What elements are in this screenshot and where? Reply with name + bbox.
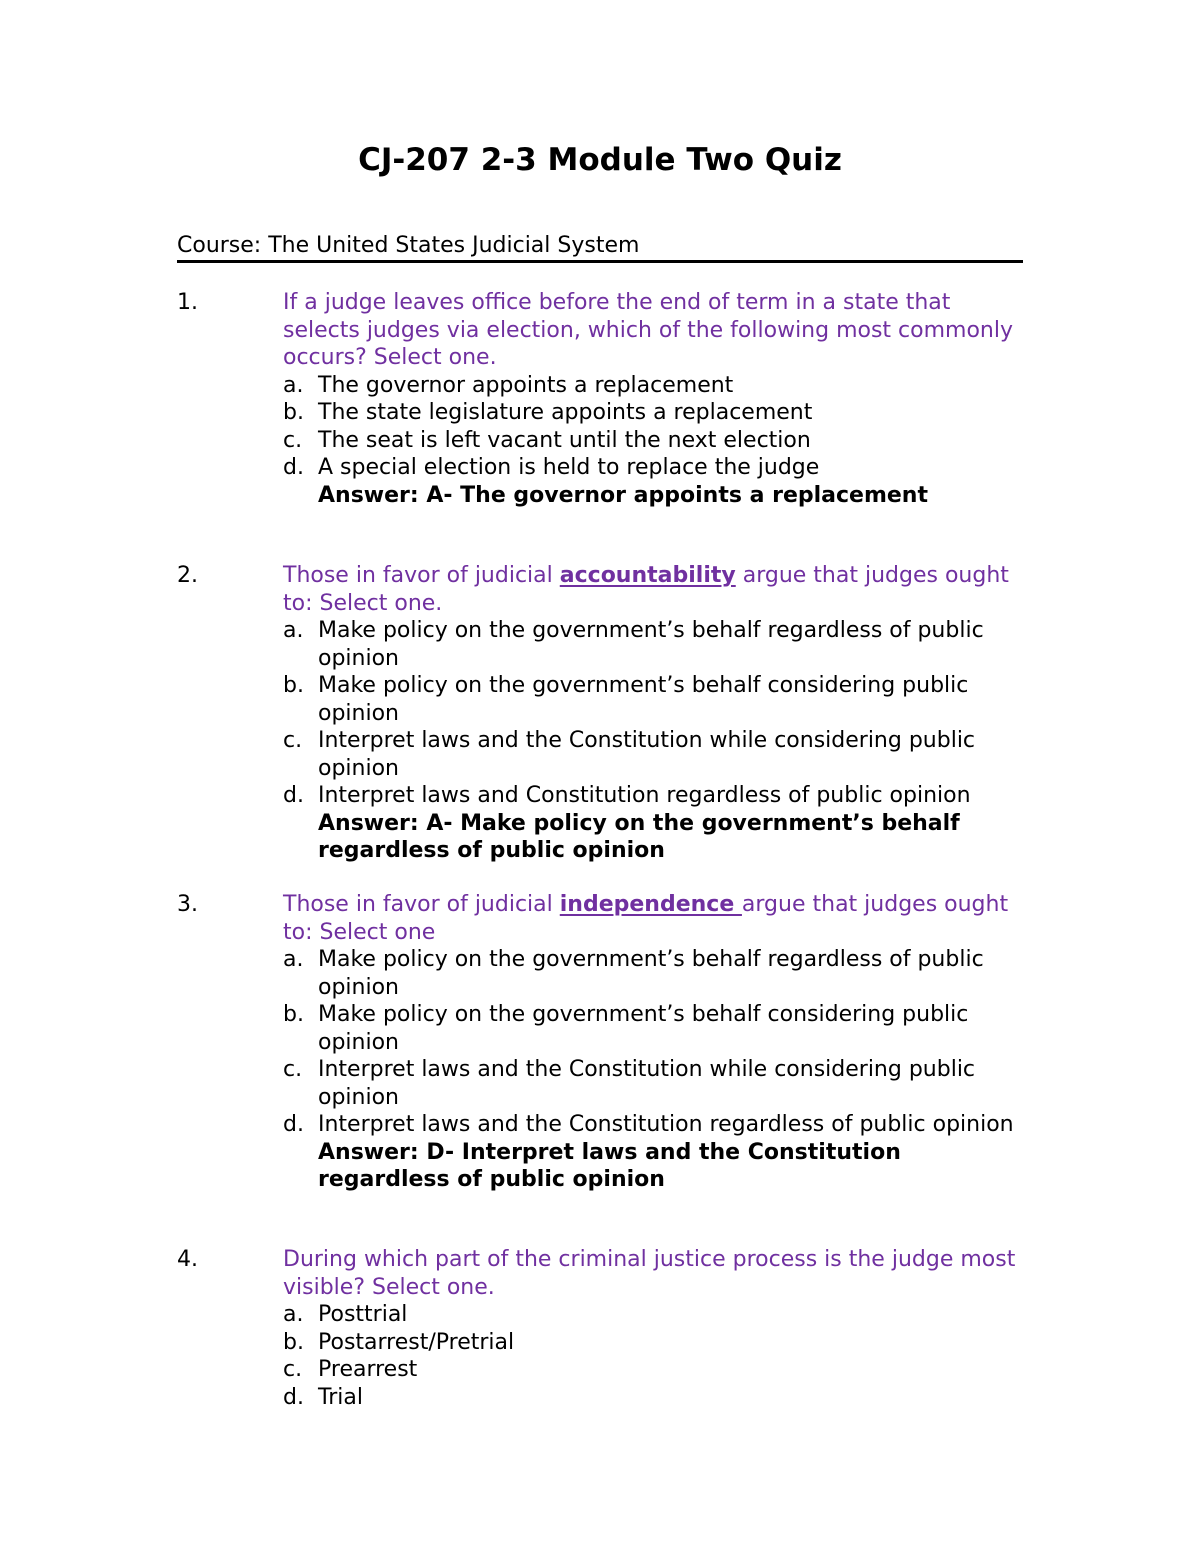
choice-text: Interpret laws and the Constitution while considering public opinion bbox=[318, 1057, 976, 1110]
choice-letter: c. bbox=[283, 1357, 303, 1382]
choice-letter: b. bbox=[283, 673, 304, 698]
choice-letter: a. bbox=[283, 372, 304, 398]
choice-c bbox=[283, 727, 1023, 782]
choice-letter: b. bbox=[283, 400, 304, 425]
stem-emphasis: independence bbox=[559, 892, 742, 917]
choice-list bbox=[283, 372, 1023, 482]
choice-text: Make policy on the government’s behalf considering public opinion bbox=[318, 1002, 969, 1055]
question-stem: If a judge leaves office before the end of term in a state that selects judges via election, which of the following most commonly occurs? Select one. bbox=[283, 290, 1014, 370]
question-2 bbox=[177, 562, 1023, 865]
choice-b bbox=[283, 1329, 1023, 1357]
stem-emphasis: accountability bbox=[559, 563, 736, 588]
choice-b bbox=[283, 399, 1023, 427]
choice-list bbox=[283, 946, 1023, 1139]
choice-a bbox=[283, 1301, 1023, 1329]
choice-d bbox=[283, 1384, 1023, 1412]
choice-d bbox=[283, 1111, 1023, 1139]
choice-c bbox=[283, 1056, 1023, 1111]
choice-letter: c. bbox=[283, 427, 303, 453]
question-stem bbox=[283, 891, 1023, 946]
choice-text: Trial bbox=[318, 1384, 363, 1410]
choice-letter: d. bbox=[283, 1112, 304, 1137]
choice-letter: d. bbox=[283, 455, 304, 480]
choice-letter: d. bbox=[283, 1384, 304, 1410]
choice-text: Postarrest/Pretrial bbox=[318, 1329, 515, 1355]
stem-text: argue that judges ought to: Select one bbox=[283, 892, 1009, 945]
choice-text: Make policy on the government’s behalf considering public opinion bbox=[318, 673, 969, 726]
course-heading: Course: The United States Judicial System bbox=[177, 232, 1023, 263]
stem-text: Those in favor of judicial bbox=[283, 892, 560, 917]
question-number: 3. bbox=[177, 892, 198, 917]
choice-text: Make policy on the government’s behalf regardless of public opinion bbox=[318, 947, 984, 1000]
choice-b bbox=[283, 672, 1023, 727]
choice-text: The seat is left vacant until the next election bbox=[318, 427, 811, 453]
question-number: 4. bbox=[177, 1247, 198, 1272]
choice-text: Posttrial bbox=[318, 1302, 408, 1327]
choice-list bbox=[283, 1301, 1023, 1411]
choice-letter: d. bbox=[283, 783, 304, 808]
choice-letter: b. bbox=[283, 1002, 304, 1027]
answer-text: Answer: D- Interpret laws and the Constitution regardless of public opinion bbox=[318, 1139, 901, 1192]
question-stem: During which part of the criminal justice process is the judge most visible? Select one. bbox=[283, 1247, 1016, 1300]
choice-text: Interpret laws and the Constitution while considering public opinion bbox=[318, 728, 976, 781]
choice-a bbox=[283, 617, 1023, 672]
choice-letter: a. bbox=[283, 1302, 304, 1327]
choice-letter: b. bbox=[283, 1329, 304, 1355]
choice-text: The governor appoints a replacement bbox=[318, 372, 734, 398]
choice-a bbox=[283, 946, 1023, 1001]
choice-d bbox=[283, 454, 1023, 482]
choice-text: Interpret laws and the Constitution regardless of public opinion bbox=[318, 1112, 1014, 1137]
stem-text: Those in favor of judicial bbox=[283, 563, 560, 588]
question-stem bbox=[283, 562, 1023, 617]
choice-text: Prearrest bbox=[318, 1357, 418, 1382]
choice-text: Interpret laws and Constitution regardless of public opinion bbox=[318, 783, 971, 808]
choice-text: The state legislature appoints a replacement bbox=[318, 400, 813, 425]
question-1 bbox=[177, 289, 1023, 509]
answer-text: Answer: A- The governor appoints a replacement bbox=[318, 482, 928, 508]
choice-text: Make policy on the government’s behalf regardless of public opinion bbox=[318, 618, 984, 671]
question-4 bbox=[177, 1246, 1023, 1411]
choice-list bbox=[283, 617, 1023, 810]
stem-text: argue that judges ought to: Select one. bbox=[283, 563, 1009, 616]
answer-text: Answer: A- Make policy on the government’s behalf regardless of public opinion bbox=[318, 810, 960, 863]
choice-c bbox=[283, 1356, 1023, 1384]
choice-c bbox=[283, 427, 1023, 455]
choice-text: A special election is held to replace the judge bbox=[318, 455, 820, 480]
choice-letter: c. bbox=[283, 728, 303, 753]
choice-letter: c. bbox=[283, 1057, 303, 1082]
choice-letter: a. bbox=[283, 947, 304, 972]
question-number: 2. bbox=[177, 563, 198, 588]
choice-d bbox=[283, 782, 1023, 810]
choice-a bbox=[283, 372, 1023, 400]
question-3 bbox=[177, 891, 1023, 1194]
document-title: CJ-207 2-3 Module Two Quiz bbox=[358, 142, 842, 178]
choice-letter: a. bbox=[283, 618, 304, 643]
choice-b bbox=[283, 1001, 1023, 1056]
question-number: 1. bbox=[177, 290, 198, 315]
